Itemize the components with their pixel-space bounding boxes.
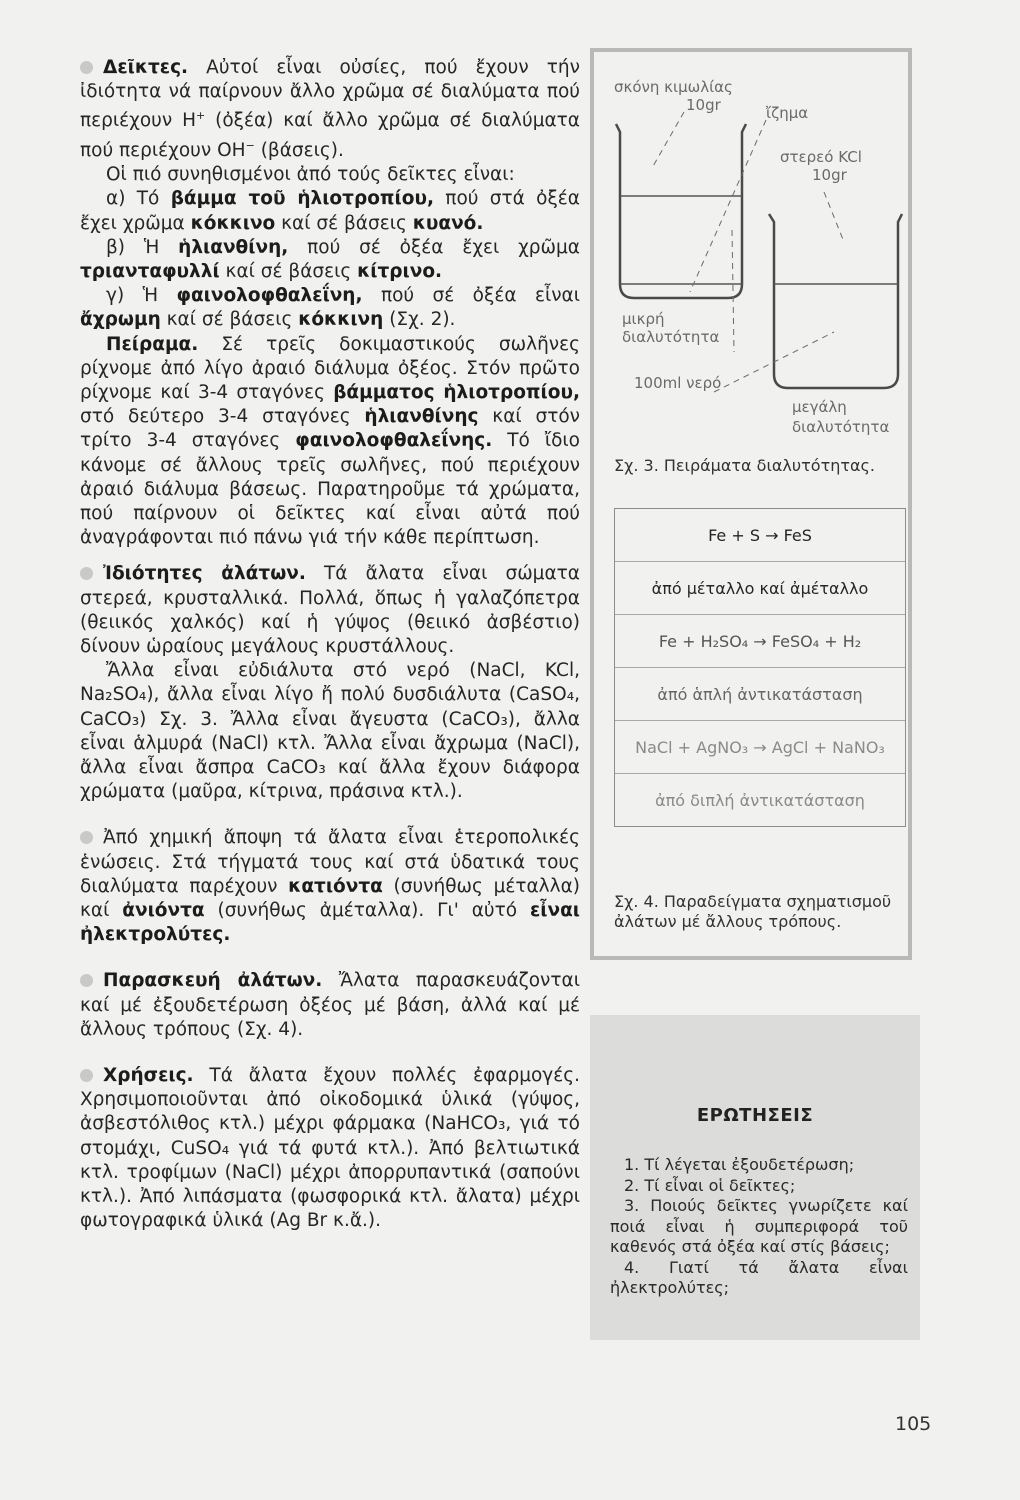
- reaction-row: Fe + S → FeS: [615, 509, 905, 562]
- reaction-row: ἀπό διπλή ἀντικατάσταση: [655, 790, 865, 810]
- paragraph-indicators: Δεῖκτες. Αὐτοί εἶναι οὐσίες, πού ἔχουν τήν ἰδιότητα νά παίρνουν ἄλλο χρῶμα σέ διαλύματα πού περιέχουν H+ (ὀξέα) καί ἄλλο χρῶμα σέ διαλύματα πού περιέχουν OH− (βάσεις).: [80, 57, 580, 161]
- bullet-icon: [80, 974, 93, 987]
- paragraph-preparation: Παρασκευή ἀλάτων. Ἄλατα παρασκευάζονται καί μέ ἐξουδετέρωση ὀξέος μέ βάση, ἀλλά καί μέ ἄλλους τρόπους (Σχ. 4).: [80, 970, 580, 1040]
- bullet-icon: [80, 831, 93, 844]
- paragraph-chemistry: Ἀπό χημική ἄποψη τά ἄλατα εἶναι ἑτεροπολικές ἑνώσεις. Στά τήγματά τους καί στά ὑδατικά τους διαλύματα παρέχουν κατιόντα (συνήθως μέταλλα) καί ἀνιόντα (συνήθως ἀμέταλλα). Γι' αὐτό εἶναι ἠλεκτρολύτες.: [80, 827, 580, 946]
- label-solid: στερεό KCl: [780, 148, 862, 166]
- bullet-icon: [80, 61, 93, 74]
- paragraph-common-indicators: Οἱ πιό συνηθισμένοι ἀπό τούς δεῖκτες εἶναι:: [106, 164, 515, 186]
- reaction-row: ἀπό μέταλλο καί ἀμέταλλο: [615, 562, 905, 615]
- paragraph-solubility: Ἄλλα εἶναι εὐδιάλυτα στό νερό (NaCl, KCl, Na₂SO₄), ἄλλα εἶναι λίγο ἤ πολύ δυσδιάλυτα (CaSO₄, CaCO₃) Σχ. 3. Ἄλλα εἶναι ἄγευστα (CaCO₃), ἄλλα εἶναι ἁλμυρά (NaCl) κτλ. Ἄλλα εἶναι ἄχρωμα (NaCl), ἄλλα εἶναι ἄσπρα CaCO₃ καί ἄλλα ἔχουν διάφορα χρώματα (μαῦρα, κίτρινα, πράσινα κτλ.).: [80, 660, 580, 803]
- pointer-trace: [690, 120, 766, 292]
- pointer-small: [732, 230, 734, 352]
- heading-preparation: Παρασκευή ἀλάτων.: [103, 970, 323, 992]
- label-small-1: μικρή: [622, 310, 665, 328]
- label-trace: ἴζημα: [766, 104, 809, 122]
- main-text-column: [80, 56, 580, 1233]
- label-big-1: μεγάλη: [792, 398, 847, 416]
- heading-indicators: Δεῖκτες.: [103, 57, 189, 78]
- label-powder-mass: 10gr: [686, 96, 721, 114]
- label-solid-mass: 10gr: [812, 166, 847, 184]
- indicator-methyl-orange: β) Ἡ ἡλιανθίνη, πού σέ ὀξέα ἔχει χρῶμα τριανταφυλλί καί σέ βάσεις κίτρινο.: [80, 236, 580, 282]
- heading-salt-properties: Ἰδιότητες ἀλάτων.: [103, 563, 306, 585]
- indicator-phenolphthalein: γ) Ἡ φαινολοφθαλεΐνη, πού σέ ὀξέα εἶναι ἄχρωμη καί σέ βάσεις κόκκινη (Σχ. 2).: [80, 285, 580, 331]
- questions-box: [590, 1015, 920, 1340]
- pointer-powder: [652, 112, 684, 168]
- questions-list: [610, 1155, 908, 1299]
- label-big-2: διαλυτότητα: [792, 418, 890, 436]
- bullet-icon: [80, 1069, 93, 1082]
- reactions-table: [614, 508, 906, 827]
- beaker-left: [616, 124, 746, 298]
- caption-fig3: Σχ. 3. Πειράματα διαλυτότητας.: [614, 456, 875, 475]
- page-number: 105: [895, 1413, 932, 1435]
- label-powder: σκόνη κιμωλίας: [614, 78, 733, 96]
- paragraph-uses: Χρήσεις. Τά ἄλατα ἔχουν πολλές ἐφαρμογές. Χρησιμοποιοῦνται ἀπό οἰκοδομικά ὑλικά (γύψος, ἀσβεστόλιθος κτλ.) μέχρι φάρμακα (NaHCO₃, γιά τό στομάχι, CuSO₄ γιά τά φυτά κτλ.). Ἀπό βελτιωτικά κτλ. τροφίμων (NaCl) μέχρι ἀπορρυπαντικά (σαπούνι κτλ.). Ἀπό λιπάσματα (φωσφορικά κτλ. ἄλατα) μέχρι φωτογραφικά ὑλικά (Ag Br κ.ἄ.).: [80, 1065, 580, 1232]
- figure-solubility-frame: [590, 48, 912, 960]
- reaction-row: ἀπό ἁπλή ἀντικατάσταση: [615, 668, 905, 721]
- heading-uses: Χρήσεις.: [103, 1065, 194, 1087]
- beaker-right: [769, 214, 902, 388]
- question-item: 3. Ποιούς δεῖκτες γνωρίζετε καί ποιά εἶναι ἡ συμπεριφορά τοῦ καθενός στά ὀξέα καί στίς βάσεις;: [610, 1196, 908, 1256]
- label-water: 100ml νερό: [634, 374, 722, 392]
- question-item: 4. Γιατί τά ἄλατα εἶναι ἠλεκτρολύτες;: [610, 1257, 908, 1297]
- question-item: 2. Τί εἶναι οἱ δεῖκτες;: [624, 1175, 796, 1195]
- bullet-icon: [80, 567, 93, 580]
- reaction-row: Fe + H₂SO₄ → FeSO₄ + H₂: [615, 615, 905, 668]
- label-small-2: διαλυτότητα: [622, 328, 720, 346]
- heading-experiment: Πείραμα.: [106, 333, 199, 355]
- questions-title: ΕΡΩΤΗΣΕΙΣ: [696, 1105, 814, 1126]
- pointer-solid: [824, 192, 844, 242]
- indicator-litmus: α) Τό βάμμα τοῦ ἡλιοτροπίου, πού στά ὀξέα ἔχει χρῶμα κόκκινο καί σέ βάσεις κυανό.: [80, 188, 580, 234]
- paragraph-salt-properties: Ἰδιότητες ἀλάτων. Τά ἄλατα εἶναι σώματα στερεά, κρυσταλλικά. Πολλά, ὅπως ἡ γαλαζόπετρα (θειικός χαλκός) καί ἡ γύψος (θειικό ἀσβέστιο) δίνουν ὡραίους μεγάλους κρυστάλλους.: [80, 563, 580, 657]
- reaction-row: NaCl + AgNO₃ → AgCl + NaNO₃: [615, 721, 905, 774]
- paragraph-experiment: Πείραμα. Σέ τρεῖς δοκιμαστικούς σωλῆνες ρίχνομε ἀπό λίγο ἀραιό διάλυμα ὀξέος. Στόν πρῶτο ρίχνομε καί 3-4 σταγόνες βάμματος ἡλιοτροπίου, στό δεύτερο 3-4 σταγόνες ἡλιανθίνης καί στόν τρίτο 3-4 σταγόνες φαινολοφθαλεΐνης. Τό ἴδιο κάνομε σέ ἄλλους τρεῖς σωλῆνες, πού περιέχουν ἀραιό διάλυμα βάσεως. Παρατηροῦμε τά χρώματα, πού παίρνουν οἱ δεῖκτες καί εἶναι αὐτά πού ἀναγράφονται πιό πάνω γιά τήν κάθε περίπτωση.: [80, 333, 580, 549]
- question-item: 1. Τί λέγεται ἐξουδετέρωση;: [624, 1155, 855, 1174]
- caption-fig4: Σχ. 4. Παραδείγματα σχηματισμοῦ ἀλάτων μέ ἄλλους τρόπους.: [614, 892, 892, 931]
